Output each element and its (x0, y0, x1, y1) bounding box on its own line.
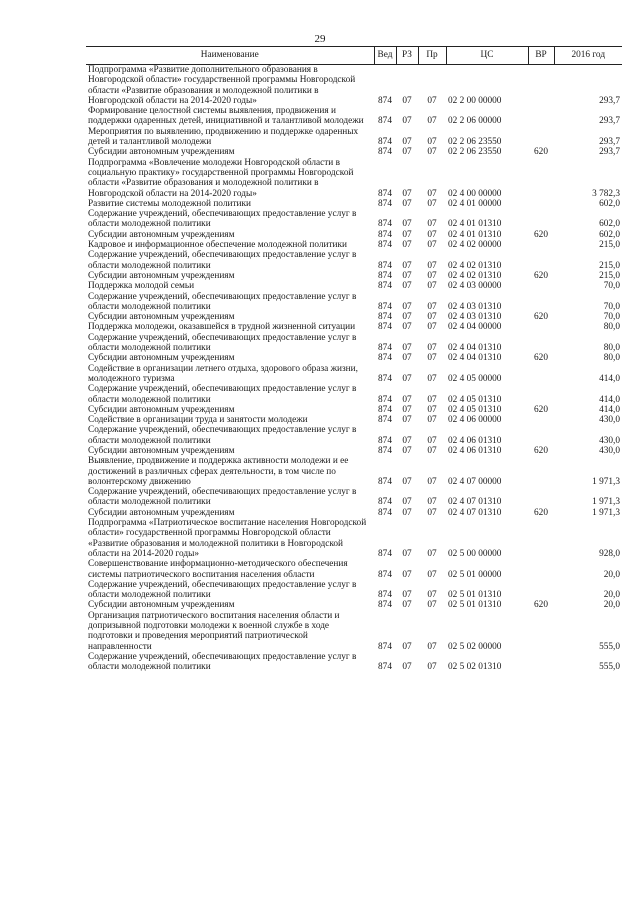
row-pr: 07 (427, 415, 437, 426)
table-row (86, 199, 622, 209)
table-row (86, 353, 622, 363)
row-rz: 07 (402, 569, 412, 580)
row-ved: 874 (378, 240, 392, 251)
row-name: Поддержка молодой семьи (88, 281, 195, 292)
row-name: Содержание учреждений, обеспечивающих предоставление услуг в области молодежной политики (88, 487, 357, 508)
row-cs: 02 5 01 00000 (448, 569, 502, 580)
row-rz: 07 (402, 95, 412, 106)
row-name: Поддержка молодежи, оказавшейся в трудной жизненной ситуации (88, 322, 356, 333)
row-sum: 602,0 (599, 219, 620, 230)
row-ved: 874 (378, 476, 392, 487)
row-rz: 07 (402, 497, 412, 508)
row-ved: 874 (378, 188, 392, 199)
row-rz: 07 (402, 188, 412, 199)
row-pr: 07 (427, 600, 437, 611)
table-row (86, 158, 622, 199)
row-sum: 430,0 (599, 415, 620, 426)
row-rz: 07 (402, 548, 412, 559)
row-vr (528, 199, 554, 209)
table-row (86, 446, 622, 456)
row-sum: 215,0 (599, 240, 620, 251)
row-sum: 80,0 (603, 343, 620, 354)
table-row (86, 147, 622, 157)
row-name: Подпрограмма «Развитие дополнительного образования в Новгородской области» государственной программы Новгородской области «Развитие образования и молодежной политики в Новгородской области на 2014-2020 годы» (88, 65, 356, 106)
row-ved: 874 (378, 641, 392, 652)
table-row (86, 271, 622, 281)
row-cs: 02 4 01 01310 (448, 219, 502, 230)
row-name: Субсидии автономным учреждениям (88, 507, 235, 518)
row-vr: 620 (534, 353, 548, 364)
row-pr: 07 (427, 260, 437, 271)
row-pr: 07 (427, 548, 437, 559)
row-rz: 07 (402, 116, 412, 127)
table-body (86, 65, 622, 673)
row-ved: 874 (378, 95, 392, 106)
table-row (86, 209, 622, 230)
row-vr (528, 65, 554, 107)
table-row (86, 425, 622, 446)
row-vr (528, 250, 554, 271)
row-cs: 02 4 04 01310 (448, 353, 502, 364)
row-cs: 02 4 00 00000 (448, 188, 502, 199)
row-vr (528, 292, 554, 313)
row-name: Формирование целостной системы выявления, продвижения и поддержки одаренных детей, инициативной и талантливой молодежи (88, 106, 364, 127)
row-vr (528, 652, 554, 673)
row-ved: 874 (378, 404, 392, 415)
row-vr (528, 106, 554, 127)
row-sum: 414,0 (599, 394, 620, 405)
row-ved: 874 (378, 600, 392, 611)
row-name: Содержание учреждений, обеспечивающих предоставление услуг в области молодежной политики (88, 384, 357, 405)
row-ved: 874 (378, 394, 392, 405)
row-vr: 620 (534, 270, 548, 281)
row-name: Развитие системы молодежной политики (88, 198, 251, 209)
row-rz: 07 (402, 445, 412, 456)
row-vr (528, 580, 554, 601)
row-cs: 02 4 06 00000 (448, 415, 502, 426)
row-rz: 07 (402, 229, 412, 240)
table-row (86, 322, 622, 332)
row-name: Содействие в организации летнего отдыха, здорового образа жизни, молодежного туризма (88, 363, 358, 384)
row-vr (528, 384, 554, 405)
table-row (86, 281, 622, 291)
header-ved: Вед (374, 47, 396, 65)
row-rz: 07 (402, 353, 412, 364)
row-ved: 874 (378, 219, 392, 230)
row-cs: 02 2 06 23550 (448, 147, 502, 158)
row-name: Субсидии автономным учреждениям (88, 445, 235, 456)
row-vr (528, 281, 554, 291)
row-vr (528, 364, 554, 385)
table-row (86, 456, 622, 487)
table-row (86, 600, 622, 610)
table-row (86, 333, 622, 354)
row-vr (528, 240, 554, 250)
row-name: Подпрограмма «Вовлечение молодежи Новгородской области в социальную практику» государственной программы Новгородской области «Развитие образования и молодежной политики в Новгородской области на 2014-2020 годы» (88, 157, 354, 199)
table-row (86, 230, 622, 240)
header-cs: ЦС (446, 47, 528, 65)
row-cs: 02 4 06 01310 (448, 445, 502, 456)
row-pr: 07 (427, 312, 437, 323)
row-name: Выявление, продвижение и поддержка активности молодежи и ее достижений в различных сферах деятельности, в том числе по волонтерскому движению (88, 456, 349, 487)
row-rz: 07 (402, 435, 412, 446)
row-pr: 07 (427, 281, 437, 292)
row-sum: 602,0 (599, 229, 620, 240)
header-name: Наименование (86, 47, 374, 65)
row-vr: 620 (534, 312, 548, 323)
row-sum: 70,0 (603, 301, 620, 312)
row-ved: 874 (378, 260, 392, 271)
header-rz: РЗ (396, 47, 418, 65)
row-sum: 414,0 (599, 373, 620, 384)
row-name: Субсидии автономным учреждениям (88, 229, 235, 240)
row-ved: 874 (378, 343, 392, 354)
row-vr (528, 518, 554, 559)
row-sum: 555,0 (599, 662, 620, 673)
row-name: Субсидии автономным учреждениям (88, 312, 235, 323)
table-row (86, 127, 622, 148)
row-cs: 02 4 01 00000 (448, 198, 502, 209)
row-cs: 02 4 05 01310 (448, 404, 502, 415)
row-sum: 602,0 (599, 198, 620, 209)
row-rz: 07 (402, 147, 412, 158)
header-year: 2016 год (554, 47, 622, 65)
row-rz: 07 (402, 641, 412, 652)
table-row (86, 508, 622, 518)
row-name: Содержание учреждений, обеспечивающих предоставление услуг в области молодежной политики (88, 332, 357, 354)
row-sum: 80,0 (603, 322, 620, 333)
row-sum: 20,0 (603, 590, 620, 601)
row-ved: 874 (378, 322, 392, 333)
row-rz: 07 (402, 260, 412, 271)
header-vr: ВР (528, 47, 554, 65)
row-pr: 07 (427, 95, 437, 106)
row-pr: 07 (427, 188, 437, 199)
row-sum: 70,0 (603, 281, 620, 292)
table-row (86, 405, 622, 415)
row-pr: 07 (427, 569, 437, 580)
row-vr (528, 127, 554, 148)
table-row (86, 518, 622, 559)
row-cs: 02 5 02 00000 (448, 641, 502, 652)
row-pr: 07 (427, 373, 437, 384)
row-rz: 07 (402, 476, 412, 487)
row-pr: 07 (427, 404, 437, 415)
row-rz: 07 (402, 301, 412, 312)
row-sum: 928,0 (599, 548, 620, 559)
row-sum: 293,7 (599, 95, 620, 106)
row-sum: 80,0 (603, 353, 620, 364)
row-vr (528, 487, 554, 508)
row-rz: 07 (402, 240, 412, 251)
row-vr (528, 158, 554, 199)
table-row (86, 652, 622, 673)
table-row (86, 415, 622, 425)
table-row (86, 240, 622, 250)
row-ved: 874 (378, 373, 392, 384)
row-sum: 1 971,3 (592, 507, 620, 518)
row-sum: 20,0 (603, 600, 620, 611)
row-name: Содержание учреждений, обеспечивающих предоставление услуг в области молодежной политики (88, 291, 357, 312)
row-pr: 07 (427, 662, 437, 673)
row-rz: 07 (402, 198, 412, 209)
row-sum: 1 971,3 (592, 497, 620, 508)
row-vr: 620 (534, 507, 548, 518)
row-name: Субсидии автономным учреждениям (88, 270, 235, 281)
row-name: Субсидии автономным учреждениям (88, 147, 235, 158)
row-vr: 620 (534, 600, 548, 611)
row-pr: 07 (427, 445, 437, 456)
row-ved: 874 (378, 548, 392, 559)
row-cs: 02 4 06 01310 (448, 435, 502, 446)
row-vr (528, 333, 554, 354)
row-sum: 20,0 (603, 569, 620, 580)
row-pr: 07 (427, 301, 437, 312)
row-name: Содержание учреждений, обеспечивающих предоставление услуг в области молодежной политики (88, 250, 357, 271)
row-rz: 07 (402, 662, 412, 673)
row-name: Содержание учреждений, обеспечивающих предоставление услуг в области молодежной политики (88, 579, 357, 601)
row-rz: 07 (402, 373, 412, 384)
row-pr: 07 (427, 641, 437, 652)
row-rz: 07 (402, 394, 412, 405)
row-vr: 620 (534, 147, 548, 158)
row-pr: 07 (427, 507, 437, 518)
row-sum: 414,0 (599, 404, 620, 415)
row-cs: 02 5 01 01310 (448, 600, 502, 611)
row-pr: 07 (427, 343, 437, 354)
row-ved: 874 (378, 569, 392, 580)
row-rz: 07 (402, 312, 412, 323)
row-ved: 874 (378, 435, 392, 446)
table-row (86, 384, 622, 405)
row-name: Совершенствование информационно-методического обеспечения системы патриотического воспитания населения области (88, 559, 348, 580)
row-ved: 874 (378, 507, 392, 518)
row-pr: 07 (427, 219, 437, 230)
row-pr: 07 (427, 435, 437, 446)
row-name: Субсидии автономным учреждениям (88, 600, 235, 611)
row-name: Субсидии автономным учреждениям (88, 353, 235, 364)
row-cs: 02 5 02 01310 (448, 662, 502, 673)
budget-table (86, 46, 622, 673)
row-pr: 07 (427, 322, 437, 333)
table-header-row (86, 47, 622, 65)
row-cs: 02 4 04 00000 (448, 322, 502, 333)
table-row (86, 65, 622, 107)
row-sum: 293,7 (599, 147, 620, 158)
row-rz: 07 (402, 590, 412, 601)
row-cs: 02 4 07 00000 (448, 476, 502, 487)
row-cs: 02 4 02 00000 (448, 240, 502, 251)
row-name: Содержание учреждений, обеспечивающих предоставление услуг в области молодежной политики (88, 651, 357, 673)
row-ved: 874 (378, 229, 392, 240)
row-rz: 07 (402, 343, 412, 354)
table-row (86, 106, 622, 127)
row-ved: 874 (378, 301, 392, 312)
row-rz: 07 (402, 270, 412, 281)
row-sum: 215,0 (599, 270, 620, 281)
row-cs: 02 4 03 00000 (448, 281, 502, 292)
row-sum: 430,0 (599, 445, 620, 456)
row-ved: 874 (378, 590, 392, 601)
header-pr: Пр (418, 47, 446, 65)
row-pr: 07 (427, 240, 437, 251)
row-pr: 07 (427, 229, 437, 240)
row-pr: 07 (427, 270, 437, 281)
row-name: Содержание учреждений, обеспечивающих предоставление услуг в области молодежной политики (88, 209, 357, 230)
row-cs: 02 4 05 01310 (448, 394, 502, 405)
table-row (86, 364, 622, 385)
table-row (86, 292, 622, 313)
row-vr: 620 (534, 229, 548, 240)
row-vr: 620 (534, 404, 548, 415)
row-vr (528, 415, 554, 425)
row-cs: 02 4 02 01310 (448, 270, 502, 281)
row-name: Организация патриотического воспитания населения области и допризывной подготовки молодежи к военной службе в ходе подготовки и проведения мероприятий патриотической направленности (88, 610, 340, 652)
row-cs: 02 4 03 01310 (448, 301, 502, 312)
row-cs: 02 5 00 00000 (448, 548, 502, 559)
row-vr (528, 425, 554, 446)
row-ved: 874 (378, 270, 392, 281)
row-name: Мероприятия по выявлению, продвижению и поддержке одаренных детей и талантливой молодежи (88, 126, 359, 148)
row-sum: 1 971,3 (592, 476, 620, 487)
row-rz: 07 (402, 137, 412, 148)
row-vr (528, 456, 554, 487)
row-sum: 293,7 (599, 116, 620, 127)
row-ved: 874 (378, 415, 392, 426)
row-name: Содействие в организации труда и занятости молодежи (88, 415, 308, 426)
row-pr: 07 (427, 137, 437, 148)
table-row (86, 559, 622, 580)
row-name: Субсидии автономным учреждениям (88, 404, 235, 415)
row-name: Кадровое и информационное обеспечение молодежной политики (88, 240, 348, 251)
row-ved: 874 (378, 281, 392, 292)
table-row (86, 611, 622, 652)
table-row (86, 312, 622, 322)
row-rz: 07 (402, 219, 412, 230)
row-rz: 07 (402, 507, 412, 518)
row-cs: 02 4 01 01310 (448, 229, 502, 240)
row-cs: 02 2 00 00000 (448, 95, 502, 106)
row-cs: 02 2 06 00000 (448, 116, 502, 127)
row-rz: 07 (402, 404, 412, 415)
row-ved: 874 (378, 497, 392, 508)
row-pr: 07 (427, 497, 437, 508)
row-cs: 02 5 01 01310 (448, 590, 502, 601)
table-row (86, 487, 622, 508)
row-rz: 07 (402, 281, 412, 292)
page-number: 29 (314, 33, 326, 45)
row-rz: 07 (402, 322, 412, 333)
row-ved: 874 (378, 137, 392, 148)
row-vr (528, 559, 554, 580)
row-ved: 874 (378, 116, 392, 127)
row-sum: 555,0 (599, 641, 620, 652)
table-row (86, 580, 622, 601)
row-ved: 874 (378, 312, 392, 323)
row-vr (528, 611, 554, 652)
row-vr: 620 (534, 445, 548, 456)
row-sum: 430,0 (599, 435, 620, 446)
row-pr: 07 (427, 116, 437, 127)
row-sum: 3 782,3 (592, 188, 620, 199)
row-ved: 874 (378, 445, 392, 456)
row-sum: 293,7 (599, 137, 620, 148)
row-ved: 874 (378, 662, 392, 673)
row-cs: 02 4 02 01310 (448, 260, 502, 271)
row-pr: 07 (427, 590, 437, 601)
row-sum: 70,0 (603, 312, 620, 323)
row-vr (528, 209, 554, 230)
row-cs: 02 4 05 00000 (448, 373, 502, 384)
row-pr: 07 (427, 394, 437, 405)
row-pr: 07 (427, 147, 437, 158)
row-cs: 02 4 07 01310 (448, 507, 502, 518)
row-ved: 874 (378, 147, 392, 158)
row-ved: 874 (378, 198, 392, 209)
row-sum: 215,0 (599, 260, 620, 271)
row-cs: 02 4 03 01310 (448, 312, 502, 323)
row-name: Подпрограмма «Патриотическое воспитание населения Новгородской области» государственной программы Новгородской области «Развитие образования и молодежной политики в Новгородской области на 2014-2020 годы» (88, 518, 367, 559)
row-rz: 07 (402, 415, 412, 426)
row-pr: 07 (427, 353, 437, 364)
row-cs: 02 4 04 01310 (448, 343, 502, 354)
row-vr (528, 322, 554, 332)
row-cs: 02 2 06 23550 (448, 137, 502, 148)
row-pr: 07 (427, 476, 437, 487)
row-rz: 07 (402, 600, 412, 611)
row-pr: 07 (427, 198, 437, 209)
row-cs: 02 4 07 01310 (448, 497, 502, 508)
row-ved: 874 (378, 353, 392, 364)
table-row (86, 250, 622, 271)
row-name: Содержание учреждений, обеспечивающих предоставление услуг в области молодежной политики (88, 425, 357, 446)
